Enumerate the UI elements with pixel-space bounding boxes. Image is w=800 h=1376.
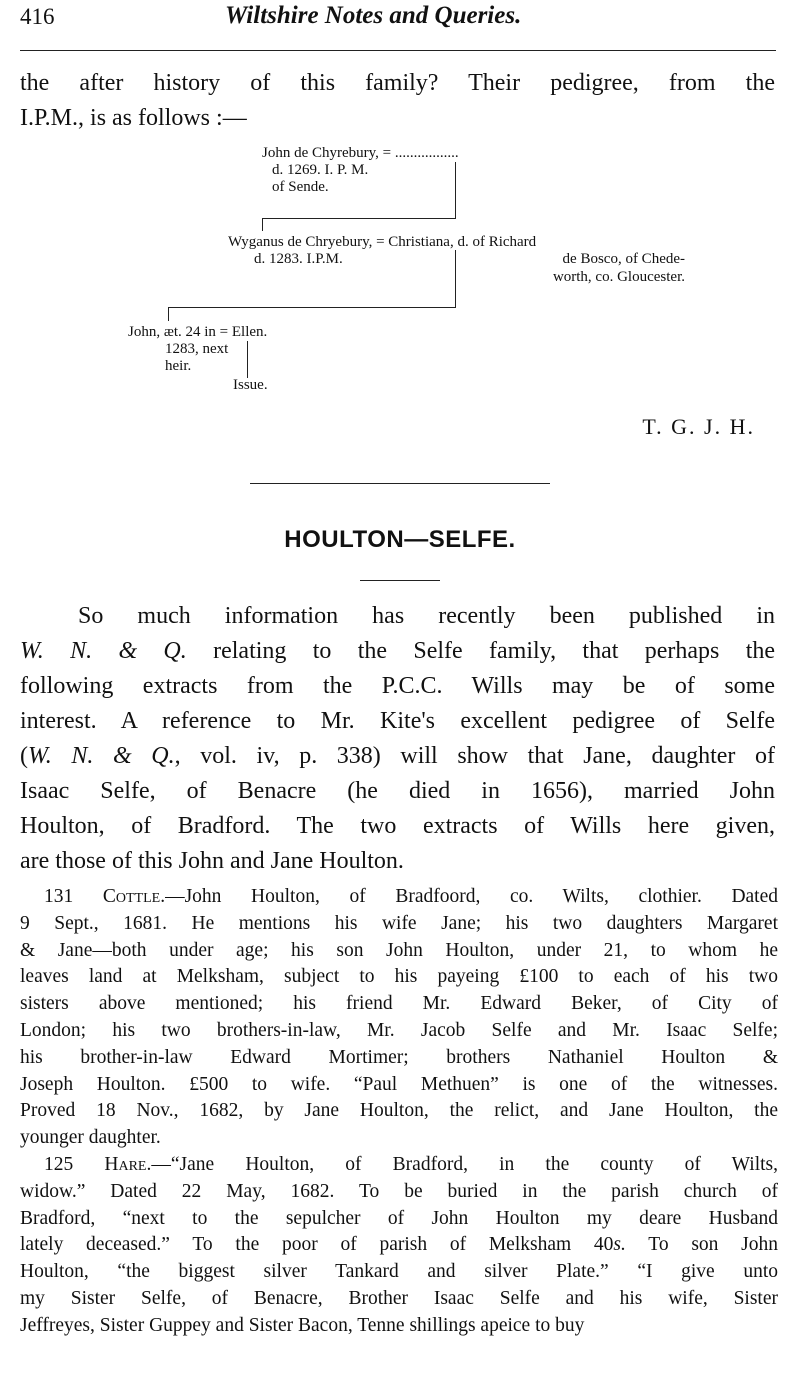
text-line-content [20, 991, 778, 1018]
text-segment: sisters above mentioned; his friend Mr. Edward Beker, of City of [20, 993, 778, 1015]
text-line [44, 1152, 778, 1179]
text-segment: .—John Houlton, of Bradfoord, co. Wilts, clothier. Dated [160, 886, 779, 907]
pedigree-line [247, 341, 248, 378]
text-line: I.P.M., is as follows :— [20, 105, 247, 131]
text-segment: 131 [44, 886, 103, 907]
text-line [20, 964, 778, 991]
text-line [20, 844, 775, 879]
text-segment: relating to the Selfe family, that perhaps the [186, 638, 776, 664]
text-line-content [20, 634, 775, 669]
text-line [20, 1072, 778, 1099]
text-line: the after history of this family? Their pedigree, from the [20, 70, 775, 96]
text-line [78, 599, 775, 634]
text-line [20, 1259, 778, 1286]
text-line [20, 991, 778, 1018]
pedigree-gen1-name: John de Chyrebury, = ................. [262, 145, 459, 161]
text-line-content [20, 1125, 778, 1152]
text-line [20, 809, 775, 844]
text-segment: Joseph Houlton. £500 to wife. “Paul Methuen” is one of the witnesses. [20, 1073, 778, 1095]
text-line-content [20, 669, 775, 704]
text-line-content [20, 964, 778, 991]
signature-initials: T. G. J. H. [642, 414, 755, 439]
pedigree-gen2-detail: d. 1283. I.P.M. [254, 251, 343, 267]
text-line [20, 1125, 778, 1152]
text-line-content [20, 1206, 778, 1233]
pedigree-line [262, 218, 263, 231]
text-segment: 125 [44, 1154, 105, 1175]
text-line [20, 1206, 778, 1233]
heading-underline [360, 580, 440, 581]
pedigree-line [168, 307, 456, 308]
text-line [20, 938, 778, 965]
text-line [20, 1232, 778, 1259]
text-line [20, 634, 775, 669]
text-line-content [20, 1259, 778, 1286]
text-segment: younger daughter. [20, 1127, 161, 1149]
pedigree-gen3-name: John, æt. 24 in = Ellen. [128, 324, 268, 340]
text-line-content [20, 1098, 778, 1125]
text-segment: widow.” Dated 22 May, 1682. To be buried in the parish church of [20, 1180, 778, 1202]
text-line-content [20, 1286, 778, 1313]
text-segment: Isaac Selfe, of Benacre (he died in 1656), married John [20, 778, 775, 804]
text-segment: , vol. iv, p. 338) will show that Jane, daughter of [174, 743, 775, 769]
intro-line [20, 66, 775, 101]
page-number: 416 [20, 4, 55, 29]
text-line-content [20, 1179, 778, 1206]
pedigree-line [455, 250, 456, 307]
text-line-content [44, 1152, 778, 1179]
text-segment: Houlton, of Bradford. The two extracts of Wills here given, [20, 813, 775, 839]
text-line [20, 669, 775, 704]
text-segment: interest. A reference to Mr. Kite's excellent pedigree of Selfe [20, 708, 775, 734]
pedigree-gen1-detail: of Sende. [272, 179, 329, 195]
text-segment: Hare [104, 1154, 147, 1175]
text-line [20, 1286, 778, 1313]
pedigree-gen1-detail: d. 1269. I. P. M. [272, 162, 369, 178]
text-segment: my Sister Selfe, of Benacre, Brother Isaac Selfe and his wife, Sister [20, 1288, 778, 1309]
text-segment: Cottle [102, 886, 161, 907]
text-segment: London; his two brothers-in-law, Mr. Jacob Selfe and Mr. Isaac Selfe; [20, 1020, 778, 1041]
text-line-content [20, 911, 778, 938]
text-line-content [20, 1018, 778, 1045]
text-line-content [78, 599, 775, 634]
pedigree-line [262, 218, 456, 219]
text-segment: are those of this John and Jane Houlton. [20, 848, 404, 874]
text-line-content [20, 704, 775, 739]
pedigree-issue: Issue. [233, 377, 268, 393]
text-segment: following extracts from the P.C.C. Wills may be of some [20, 673, 775, 699]
running-title: Wiltshire Notes and Queries. [225, 2, 522, 29]
text-line-content [20, 938, 778, 965]
text-segment: Houlton, “the biggest silver Tankard and silver Plate.” “I give unto [20, 1261, 778, 1283]
text-segment: 9 Sept., 1681. He mentions his wife Jane; his two daughters Margaret [20, 912, 778, 934]
section-heading: HOULTON—SELFE. [284, 526, 516, 553]
text-segment: W. N. & Q. [20, 638, 187, 664]
pedigree-gen2-spouse-detail: worth, co. Gloucester. [552, 269, 685, 285]
section-divider [250, 483, 550, 484]
text-line [20, 1313, 778, 1340]
text-line-content [20, 809, 775, 844]
text-line [20, 1018, 778, 1045]
pedigree-gen3-detail: heir. [165, 358, 192, 374]
text-line-content [20, 1045, 778, 1072]
text-line-content [20, 1232, 778, 1259]
text-line-content [20, 739, 775, 774]
text-segment: s. [613, 1234, 626, 1256]
text-segment: To son John [625, 1234, 779, 1256]
text-segment: & Jane—both under age; his son John Houlton, under 21, to whom he [20, 939, 778, 961]
text-segment: leaves land at Melksham, subject to his payeing £100 to each of his two [20, 966, 778, 988]
text-line [20, 1098, 778, 1125]
text-line [20, 774, 775, 809]
text-line [20, 1045, 778, 1072]
text-line [44, 884, 778, 911]
text-segment: lately deceased.” To the poor of parish of Melksham 40 [20, 1234, 614, 1256]
text-segment: Bradford, “next to the sepulcher of John Houlton my deare Husband [20, 1207, 778, 1229]
text-segment: ( [20, 743, 28, 769]
text-segment: So much information has recently been published in [78, 603, 775, 629]
pedigree-line [455, 162, 456, 218]
text-segment: Jeffreyes, Sister Guppey and Sister Bacon, Tenne shillings apeice to buy [20, 1314, 585, 1336]
text-line [20, 704, 775, 739]
text-segment: Proved 18 Nov., 1682, by Jane Houlton, the relict, and Jane Houlton, the [20, 1100, 778, 1122]
text-line-content [20, 1313, 778, 1340]
text-segment: his brother-in-law Edward Mortimer; brothers Nathaniel Houlton & [20, 1046, 778, 1068]
text-segment: .—“Jane Houlton, of Bradford, in the county of Wilts, [146, 1154, 779, 1175]
text-line-content [44, 884, 778, 911]
text-line-content [20, 1072, 778, 1099]
header-rule [20, 50, 776, 51]
text-line [20, 739, 775, 774]
text-line-content [20, 844, 775, 879]
text-line-content [20, 774, 775, 809]
pedigree-gen2-spouse-detail: de Bosco, of Chede- [562, 251, 685, 267]
text-line [20, 911, 778, 938]
pedigree-line [168, 307, 169, 321]
intro-line [20, 101, 775, 136]
pedigree-gen2-name: Wyganus de Chryebury, = Christiana, d. of Richard [228, 234, 537, 250]
text-segment: W. N. & Q. [28, 743, 175, 769]
text-line [20, 1179, 778, 1206]
pedigree-gen3-detail: 1283, next [165, 341, 229, 357]
